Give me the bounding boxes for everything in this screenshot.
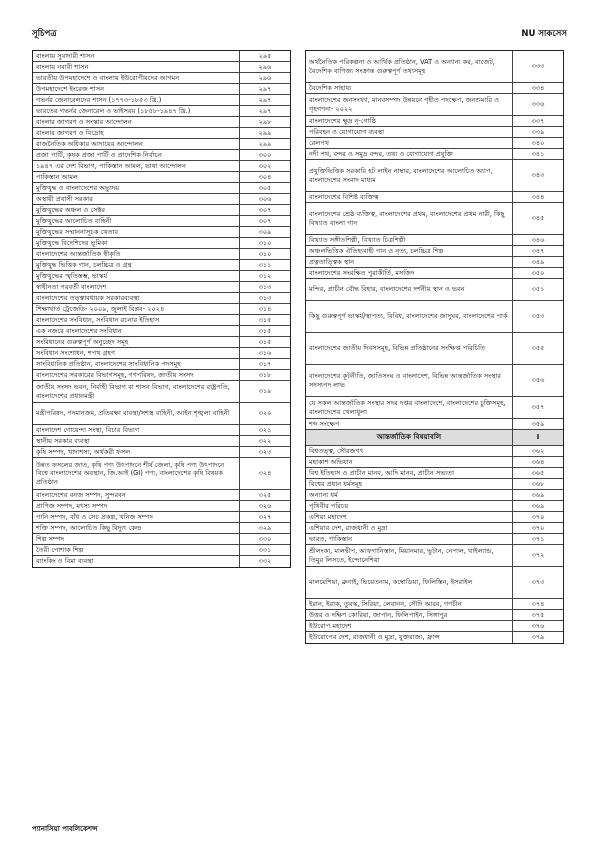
toc-row bbox=[33, 95, 290, 106]
toc-page-number: ৩০৫ bbox=[258, 183, 272, 192]
toc-page-number: ৩১০ bbox=[258, 249, 272, 258]
toc-page-number: ৩৫৫ bbox=[531, 344, 545, 353]
toc-entry-title: প্রত্নতাত্ত্বিক স্থান bbox=[306, 257, 513, 267]
toc-page-number: ৩৪৯ bbox=[531, 257, 545, 266]
toc-entry-title: ১৯৪৭ এর দেশ বিভাগ, পাকিস্তান আমল, ভাষা আন্দোলন bbox=[33, 161, 240, 171]
toc-page-number: ২৯৭ bbox=[258, 84, 272, 93]
toc-page-number: ৩৪৭ bbox=[531, 246, 545, 255]
toc-page-number: ৩০৬ bbox=[258, 194, 272, 203]
toc-entry-title: প্রযুক্তিভিত্তিক সরকারি হট লাইন নাম্বার, বাংলাদেশের আলোচিত অ্যাপ, বাংলাদেশের সংবাদ মাধ্যম bbox=[306, 160, 513, 191]
toc-entry-title: মালয়েশিয়া, ব্রুনাই, ভিয়েতনাম, কম্বোডিয়া, ফিলিস্তিন, ইসরাইল bbox=[306, 567, 513, 598]
toc-row bbox=[306, 235, 563, 246]
toc-row bbox=[33, 139, 290, 150]
toc-page-number: ৩১৫ bbox=[258, 315, 272, 324]
toc-row bbox=[306, 94, 563, 116]
toc-entry-title: পৃথিবীর পরিচয় bbox=[306, 501, 513, 511]
toc-entry-title: মহাকাশ অভিযান bbox=[306, 457, 513, 467]
toc-page-number: ৩৩৪ bbox=[531, 83, 545, 92]
toc-row bbox=[33, 183, 290, 194]
toc-entry-title: মুক্তিযুদ্ধ ও বাংলাদেশের অভ্যুদয় bbox=[33, 183, 240, 193]
toc-entry-title: মুক্তিযুদ্ধের সম্মাননাসূচক খেতাব bbox=[33, 227, 240, 237]
toc-row bbox=[33, 490, 290, 501]
toc-entry-title: প্রজা পার্টি, কৃষক প্রজা পার্টি ও প্রাদেশিক নির্বাচন bbox=[33, 150, 240, 160]
toc-page-number: ৩৬৯ bbox=[531, 490, 545, 499]
toc-page-number: ২৯৭ bbox=[258, 106, 272, 115]
toc-page-number: ৩১২ bbox=[258, 271, 272, 280]
toc-row bbox=[33, 62, 290, 73]
toc-row bbox=[306, 279, 563, 301]
toc-page-number: ৩২৪ bbox=[258, 469, 272, 478]
toc-row bbox=[33, 271, 290, 282]
toc-page-number: ২৯৫ bbox=[258, 51, 272, 60]
toc-page-number: ৩৪৩ bbox=[531, 171, 545, 180]
toc-entry-title: জাতীয় সংসদ ভবন, নির্বাহী বিভাগ বা শাসন বিভাগ, বাংলাদেশের রাষ্ট্রপতি, বাংলাদেশের প্রধানমন্ত্রী bbox=[33, 381, 240, 402]
toc-entry-title: অস্থায়ী প্রবাসী সরকার bbox=[33, 194, 240, 204]
toc-entry-title: ব্যাংকিং ও বিমা ব্যবস্থা bbox=[33, 556, 240, 567]
toc-entry-title: নদী পথ, বন্দর ও সমুদ্র বন্দর, তথ্য ও যোগাযোগ প্রযুক্তি bbox=[306, 149, 513, 159]
toc-page-number: ৩৪০ bbox=[531, 138, 545, 147]
toc-entry-title: পরিবহন ও যোগাযোগ ব্যবস্থা bbox=[306, 127, 513, 137]
toc-row bbox=[306, 468, 563, 479]
toc-entry-title: উত্তর ও দক্ষিণ কোরিয়া, জাপান, ফিলিপাইন, সিঙ্গাপুর bbox=[306, 610, 513, 620]
toc-page-number: ৩২৫ bbox=[258, 490, 272, 499]
toc-entry-title: বাংলার জাগরণ ও সংস্কার আন্দোলন bbox=[33, 117, 240, 127]
toc-entry-title: বাংলার জাগরণ ও বিদ্রোহ bbox=[33, 128, 240, 138]
toc-page-number: ৩২২ bbox=[258, 436, 272, 445]
toc-page-number: ৩১৮ bbox=[258, 370, 272, 379]
toc-entry-title: ভারতীয় উপমহাদেশে ও বাংলায় ইউরোপীয়দের আগমন bbox=[33, 73, 240, 83]
toc-entry-title: এশিয়া মহাদেশ bbox=[306, 512, 513, 522]
toc-page-number: ৩২১ bbox=[258, 425, 272, 434]
toc-page-number: ৩১৩ bbox=[258, 293, 272, 302]
toc-entry-title: স্বাধীনতা পরবর্তী বাংলাদেশ bbox=[33, 282, 240, 292]
toc-row bbox=[33, 260, 290, 271]
toc-page-number: ৩৭৫ bbox=[531, 610, 545, 619]
toc-page-number: ৩২৯ bbox=[258, 523, 272, 532]
toc-row bbox=[306, 246, 563, 257]
toc-entry-title: উপমহাদেশে ইংরেজ শাসন bbox=[33, 84, 240, 94]
toc-row bbox=[33, 370, 290, 381]
toc-page-number: ৩১৭ bbox=[258, 359, 272, 368]
toc-entry-title: বাংলাদেশের জাতীয় দিবসসমূহ, বিভিন্ন প্রতিষ্ঠানের সংক্ষিপ্ত পরিচিতি bbox=[306, 333, 513, 364]
toc-entry-title: ভারতের গভর্নর জেনারেল ও ভাইসরয় (১৮৫৮-১৯৪৭ খ্রি.) bbox=[33, 106, 240, 116]
toc-row bbox=[33, 161, 290, 172]
toc-row bbox=[306, 203, 563, 235]
toc-entry-title: সাংবিধানিক প্রতিষ্ঠান, বাংলাদেশের সাংবিধানিক পদসমূহ bbox=[33, 359, 240, 369]
toc-row bbox=[306, 457, 563, 468]
toc-row bbox=[33, 238, 290, 249]
toc-entry-title: এক নজরে বাংলাদেশের সংবিধান bbox=[33, 326, 240, 336]
toc-row bbox=[33, 128, 290, 139]
toc-entry-title: পানি সম্পদ, বাঁধ ও সেচ প্রকল্প, খনিজ সম্পদ bbox=[33, 512, 240, 522]
toc-page-number: ৩৭০ bbox=[531, 512, 545, 521]
toc-row bbox=[306, 419, 563, 430]
page-header bbox=[32, 27, 567, 41]
toc-row bbox=[33, 348, 290, 359]
toc-page-number: ৩২০ bbox=[258, 409, 272, 418]
toc-row bbox=[306, 333, 563, 365]
toc-page-number: ৩১৬ bbox=[258, 348, 272, 357]
toc-row bbox=[306, 599, 563, 610]
toc-row bbox=[306, 116, 563, 127]
toc-entry-title: স্থানীয় সরকার ব্যবস্থা bbox=[33, 436, 240, 446]
toc-page-number: ৩৫১ bbox=[531, 285, 545, 294]
toc-entry-title: মুক্তিযুদ্ধের আলোচিত বাহিনী bbox=[33, 216, 240, 226]
toc-row bbox=[306, 268, 563, 279]
toc-entry-title: বাংলাদেশের ক্ষুদ্র নৃ-গোষ্ঠি bbox=[306, 116, 513, 126]
toc-entry-title: ইউরোপ মহাদেশ bbox=[306, 621, 513, 631]
toc-row bbox=[306, 479, 563, 490]
toc-entry-title: সংবিধান সংশোধন, শপথ গ্রহণ bbox=[33, 348, 240, 358]
toc-row bbox=[33, 84, 290, 95]
toc-entry-title: পাকিস্তান আমল bbox=[33, 172, 240, 182]
toc-row bbox=[33, 117, 290, 128]
toc-page-number: ৩৬৫ bbox=[531, 468, 545, 477]
toc-page-number: ৩৪৫ bbox=[531, 214, 545, 223]
toc-page-number: ৩৫৭ bbox=[531, 403, 545, 412]
toc-row bbox=[33, 106, 290, 117]
toc-row bbox=[33, 194, 290, 205]
toc-entry-title: বাংলাদেশের সংবিধান, সংবিধান রচনার ইতিহাস bbox=[33, 315, 240, 325]
toc-page-number: ৩৪১ bbox=[531, 149, 545, 158]
toc-entry-title: বিশ্বতত্ত্ব, সৌরজগৎ bbox=[306, 446, 513, 456]
toc-entry-title: যে সকল আন্তর্জাতিক সংস্থার সদর দপ্তর বাংলাদেশে, বাংলাদেশের চুক্তিসমূহ, বাংলাদেশের খেলাধুলা bbox=[306, 397, 513, 418]
toc-entry-title: বিখ্যাত সঙ্গীতশিল্পী, বিখ্যাত চিত্রশিল্পী bbox=[306, 235, 513, 245]
toc-entry-title: মুক্তিযুদ্ধের অঞ্চল ও সেক্টর bbox=[33, 205, 240, 215]
toc-row bbox=[306, 501, 563, 512]
toc-entry-title: বাংলাদেশের শ্রেষ্ঠ ব্যক্তিত্ব, বাংলাদেশের প্রথম, বাংলাদেশের প্রথম নারী, কিছু বিখ্যাত বাংলা গান bbox=[306, 203, 513, 234]
toc-entry-title: মন্দির, প্রাচীন বৌদ্ধ বিহার, বাংলাদেশের দর্শনীয় স্থান ও ভবন bbox=[306, 279, 513, 300]
toc-row bbox=[306, 534, 563, 545]
toc-right-column bbox=[305, 50, 564, 644]
toc-row bbox=[33, 172, 290, 183]
toc-row bbox=[33, 545, 290, 556]
toc-page-number: ৩০৭ bbox=[258, 216, 272, 225]
toc-page-number: ৩৫৬ bbox=[531, 376, 545, 385]
toc-entry-title: বাংলায় সুবাদারী শাসন bbox=[33, 51, 240, 61]
toc-row bbox=[306, 545, 563, 567]
toc-page-number: ৩১৫ bbox=[258, 337, 272, 346]
toc-page-number: ৩২৩ bbox=[258, 447, 272, 456]
toc-row bbox=[306, 149, 563, 160]
toc-row bbox=[33, 326, 290, 337]
toc-entry-title: শব্দ সংক্ষেপ bbox=[306, 419, 513, 429]
toc-row bbox=[306, 523, 563, 534]
toc-entry-title: বাংলাদেশের বিশিষ্ট ব্যক্তিত্ব bbox=[306, 192, 513, 202]
toc-row bbox=[33, 293, 290, 304]
toc-page-number: ৩১৯ bbox=[258, 387, 272, 396]
toc-page-number: ৩৭৯ bbox=[531, 633, 545, 642]
toc-page-number: ৩০২ bbox=[258, 161, 272, 170]
toc-page-number: ৩৬২ bbox=[531, 446, 545, 455]
toc-entry-title: মুক্তিযুদ্ধ ভিত্তিক গান, চলচ্চিত্র ও গ্রন্থ bbox=[33, 260, 240, 270]
toc-entry-title: বাংলাদেশের সরকারের বিভাগসমূহ, গণপরিষদ, জাতীয় সংসদ bbox=[33, 370, 240, 380]
toc-entry-title: উন্নত ফসলের জাত, কৃষি পণ্য উৎপাদনে শীর্ষ জেলা, কৃষি পণ্য উৎপাদনে বিশ্বে বাংলাদেশের অবস্থান, জি.আই (GI) পণ্য, বাংলাদেশের কৃষি বিষয়ক প্রতিষ্ঠান bbox=[33, 458, 240, 489]
toc-row bbox=[306, 365, 563, 397]
toc-entry-title: অঞ্চলভিত্তিক ঐতিহ্যবাহী গান ও নৃত্য, চলচ্চিত্র শিল্প bbox=[306, 246, 513, 256]
toc-row bbox=[306, 567, 563, 599]
toc-page-number: ৩৩৬ bbox=[531, 100, 545, 109]
toc-entry-title: বাংলায় নবাবী শাসন bbox=[33, 62, 240, 72]
toc-entry-title: গভর্নর জেনারেলদের শাসন (১৭৭৩-১৮৫৩ খ্রি.) bbox=[33, 95, 240, 105]
toc-row bbox=[306, 83, 563, 94]
toc-page-number: ৩১৫ bbox=[258, 326, 272, 335]
toc-entry-title: বাংলাদেশ গোয়েন্দা সংস্থা, বিচার বিভাগ bbox=[33, 425, 240, 435]
toc-row bbox=[33, 205, 290, 216]
toc-row bbox=[33, 315, 290, 326]
toc-page-number: ৩৩২ bbox=[258, 557, 272, 566]
toc-page-number: ৩১০ bbox=[258, 238, 272, 247]
toc-row bbox=[33, 501, 290, 512]
header-title: সূচিপত্র bbox=[32, 29, 57, 39]
toc-page-number: ৩১১ bbox=[258, 260, 272, 269]
toc-entry-title: তৈরী পোশাক শিল্প bbox=[33, 545, 240, 555]
toc-row bbox=[306, 632, 563, 643]
toc-row bbox=[33, 447, 290, 458]
toc-page-number: ৩০৭ bbox=[258, 205, 272, 214]
toc-entry-title: ইউরোপের দেশ, রাজধানী ও মুদ্রা, যুক্তরাজ্য, ফ্রান্স bbox=[306, 632, 513, 643]
toc-row bbox=[306, 397, 563, 419]
toc-entry-title: শক্তি সম্পদ, আলোচিত কিছু বিদ্যুৎ কেন্দ্র bbox=[33, 523, 240, 533]
toc-entry-title: বাংলাদেশের সংরক্ষিত পুরাকীর্তি, মসজিদ bbox=[306, 268, 513, 278]
toc-row bbox=[306, 490, 563, 501]
toc-page-number: ৩৭১ bbox=[531, 534, 545, 543]
toc-entry-title: বৈদেশিক সাহায্য bbox=[306, 83, 513, 93]
toc-entry-title: বিশ্বের প্রধান ধর্মসমূহ bbox=[306, 479, 513, 489]
toc-row bbox=[33, 359, 290, 370]
toc-page-number: ৩০০ bbox=[258, 150, 272, 159]
toc-page-number: ৩১৩ bbox=[258, 282, 272, 291]
toc-page-number: ৩২৭ bbox=[258, 512, 272, 521]
toc-row bbox=[306, 621, 563, 632]
toc-page-number: ২৯৯ bbox=[258, 139, 272, 148]
toc-entry-title: ভারত, পাকিস্তান bbox=[306, 534, 513, 544]
toc-page-number: ৩৭০ bbox=[531, 523, 545, 532]
toc-row bbox=[33, 337, 290, 348]
toc-row bbox=[33, 425, 290, 436]
toc-page-number: ৩৬৪ bbox=[531, 457, 545, 466]
toc-row bbox=[306, 127, 563, 138]
toc-row bbox=[33, 73, 290, 84]
toc-row bbox=[306, 512, 563, 523]
toc-row bbox=[306, 301, 563, 333]
toc-page-number: ২৯৯ bbox=[258, 128, 272, 137]
toc-left-column bbox=[32, 50, 291, 568]
toc-row bbox=[306, 192, 563, 203]
toc-row bbox=[33, 150, 290, 161]
toc-row bbox=[306, 257, 563, 268]
toc-row bbox=[33, 227, 290, 238]
toc-page-number: ৩৬৯ bbox=[531, 501, 545, 510]
toc-entry-title: অর্থনৈতিক পরিকল্পনা ও আর্থিক প্রতিষ্ঠান, VAT ও অন্যান্য কর, বাজেট, বৈদেশিক বাণিজ্য সংক্রান্ত গুরুত্বপূর্ণ তথ্যসমূহ bbox=[306, 51, 513, 82]
toc-page-number: ৩৩৭ bbox=[531, 116, 545, 125]
toc-entry-title: শিল্প সম্পদ bbox=[33, 534, 240, 544]
toc-entry-title: বিশ্ব ইতিহাস ও প্রাচীন মানব, আদি মানব, প্রাচীন সভ্যতা bbox=[306, 468, 513, 478]
toc-entry-title: এশিয়ার দেশ, রাজধানী ও মুদ্রা bbox=[306, 523, 513, 533]
toc-row bbox=[33, 534, 290, 545]
toc-entry-title: বাংলাদেশের তত্ত্বাবধায়ক সরকারব্যবস্থা bbox=[33, 293, 240, 303]
toc-page-number: ৩৪৬ bbox=[531, 235, 545, 244]
toc-row bbox=[33, 282, 290, 293]
toc-entry-title: শিক্ষাখাত ট্রেজেডি- ২০০৯, জুলাই বিপ্লব- ২০২৪ bbox=[33, 304, 240, 314]
toc-page-number: ৩০৪ bbox=[258, 172, 272, 181]
toc-page-number: ৩৫০ bbox=[531, 268, 545, 277]
toc-entry-title: মন্ত্রীপরিষদ, পদমানক্রম, প্রতিরক্ষা ব্যবস্থা/সশস্ত্র বাহিনী, আইন শৃঙ্খলা বাহিনী bbox=[33, 403, 240, 424]
toc-row bbox=[306, 160, 563, 192]
toc-row bbox=[33, 51, 290, 62]
toc-entry-title: বাংলাদেশের কূটনীতি, জাতিসংঘ ও বাংলাদেশ, বিভিন্ন আন্তর্জাতিক সংস্থার সদস্যপদ লাভ bbox=[306, 365, 513, 396]
toc-row bbox=[33, 403, 290, 425]
toc-entry-title: বাংলাদেশের জনসংখ্যা, মানবসম্পদ উন্নয়নে গৃহীত পদক্ষেপ, জনশুমারি ও গৃহগণনা- ২০২২ bbox=[306, 94, 513, 115]
header-brand: NU সাকসেস bbox=[521, 29, 567, 39]
toc-entry-title: কৃষি সম্পদ, খাদ্যশস্য, অর্থকরী ফসল bbox=[33, 447, 240, 457]
toc-page-number: ৩০৯ bbox=[258, 227, 272, 236]
toc-row bbox=[33, 523, 290, 534]
publisher-footer: প্যানাসিয়া পাবলিকেশন্স bbox=[32, 825, 98, 833]
toc-row bbox=[33, 512, 290, 523]
toc-page-number: ৩৬৮ bbox=[531, 479, 545, 488]
toc-row bbox=[33, 436, 290, 447]
toc-row bbox=[306, 138, 563, 149]
toc-entry-title: সংবিধানের গুরুত্বপূর্ণ অনুচ্ছেদ সমূহ bbox=[33, 337, 240, 347]
toc-entry-title: আন্তর্জাতিক বিষয়াবলি bbox=[306, 430, 513, 445]
toc-page-number: I bbox=[536, 432, 540, 442]
toc-entry-title: প্রাণিজ সম্পদ, মৎস্য সম্পদ bbox=[33, 501, 240, 511]
toc-page-number: ৩৫৯ bbox=[531, 419, 545, 428]
toc-entry-title: বাংলাদেশের বনজ সম্পদ, সুন্দরবন bbox=[33, 490, 240, 500]
toc-entry-title: বাংলাদেশের আন্তর্জাতিক স্বীকৃতি bbox=[33, 249, 240, 259]
toc-entry-title: রাজনৈতিক অধিকার আদায়ের আন্দোলন bbox=[33, 139, 240, 149]
toc-page-number: ৩৩০ bbox=[258, 534, 272, 543]
toc-entry-title: মুক্তিযুদ্ধে বিদেশিদের ভূমিকা bbox=[33, 238, 240, 248]
toc-page-number: ৩১৪ bbox=[258, 304, 272, 313]
toc-page-number: ৩৭৪ bbox=[531, 599, 545, 608]
toc-entry-title: কিছু গুরুত্বপূর্ণ ভাস্কর্য/স্থাপত্য, বিবিধ, বাংলাদেশের জাদুঘর, বাংলাদেশের পার্ক bbox=[306, 301, 513, 332]
toc-row bbox=[306, 446, 563, 457]
toc-entry-title: মুক্তিযুদ্ধের স্মৃতিস্তম্ভ, ভাস্কর্য bbox=[33, 271, 240, 281]
toc-row bbox=[306, 51, 563, 83]
toc-entry-title: অন্যান্য ধর্ম bbox=[306, 490, 513, 500]
toc-page-number: ২৯৬ bbox=[258, 62, 272, 71]
toc-row bbox=[306, 610, 563, 621]
toc-row bbox=[33, 381, 290, 403]
toc-entry-title: ইরান, ইরাক, তুরস্ক, সিরিয়া, লেবানন, সৌদি আরব, গণচীন bbox=[306, 599, 513, 609]
toc-page-number: ৩৭২ bbox=[531, 551, 545, 560]
toc-page-number: ৩৩৯ bbox=[531, 127, 545, 136]
toc-entry-title: রেলপথ bbox=[306, 138, 513, 148]
toc-page-number: ৩৩১ bbox=[258, 545, 272, 554]
toc-page-number: ৩৭৩ bbox=[531, 578, 545, 587]
toc-entry-title: শ্রীলংকা, মালদ্বীপ, আফগানিস্তান, মিয়ানমার, ভুটান, নেপাল, থাইল্যান্ড, তিমুর লিসতে, ইন্দোনেশিয়া bbox=[306, 545, 513, 566]
toc-page-number: ৩৪৪ bbox=[531, 192, 545, 201]
toc-row bbox=[33, 216, 290, 227]
toc-page-number: ৩৫৩ bbox=[531, 312, 545, 321]
toc-row bbox=[33, 458, 290, 490]
toc-page-number: ২৯৭ bbox=[258, 95, 272, 104]
toc-row bbox=[33, 304, 290, 315]
toc-page-number: ৩৭৬ bbox=[531, 621, 545, 630]
toc-section-heading bbox=[306, 430, 563, 446]
toc-page-number: ২৯৬ bbox=[258, 73, 272, 82]
toc-row bbox=[33, 249, 290, 260]
toc-page-number: ৩২৬ bbox=[258, 501, 272, 510]
toc-row bbox=[33, 556, 290, 567]
toc-page-number: ২৯৮ bbox=[258, 117, 272, 126]
toc-page-number: ৩৩৩ bbox=[531, 62, 545, 71]
